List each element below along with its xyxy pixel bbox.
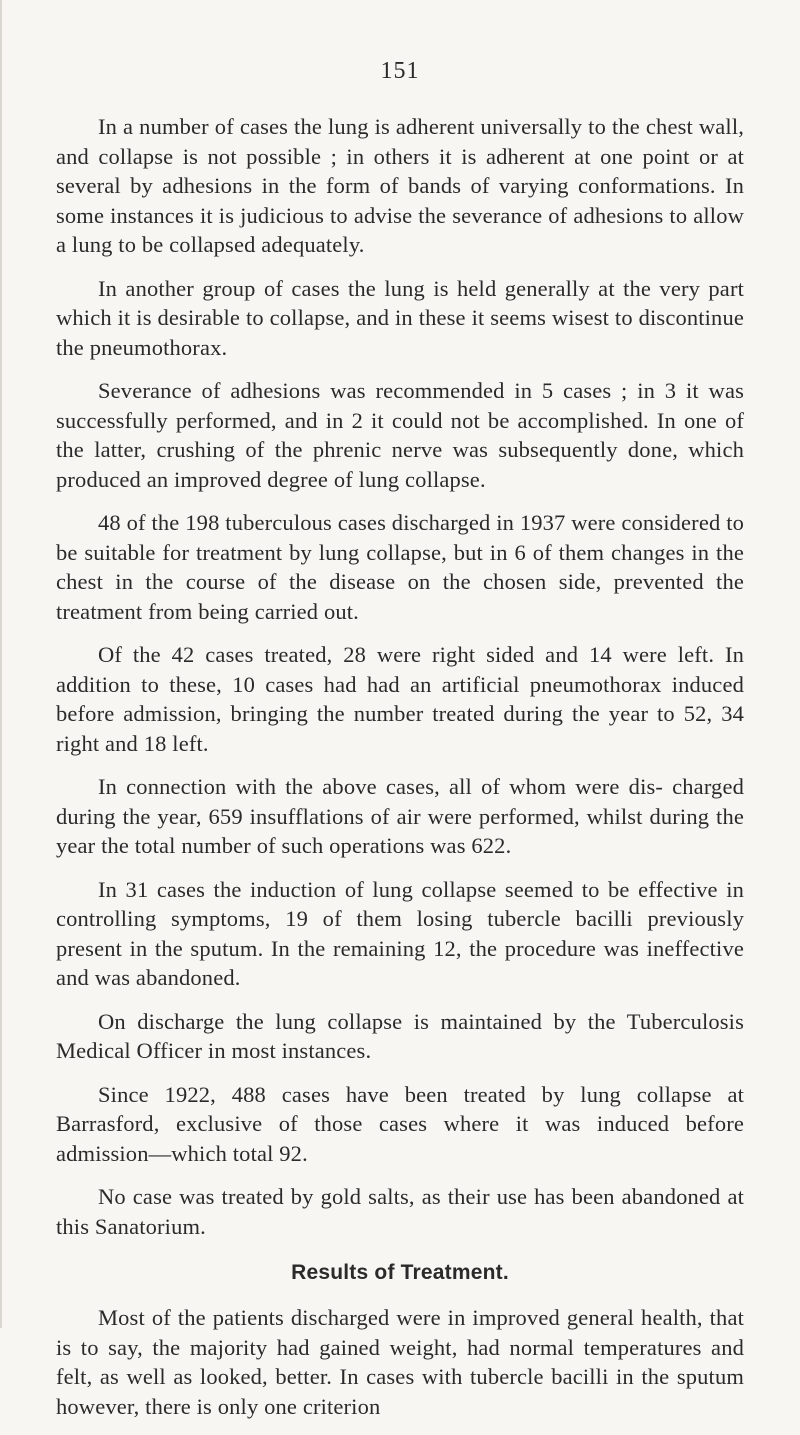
- paragraph-effective: In 31 cases the induction of lung collapse seemed to be effective in controlling symptoms, 19 of them losing tubercle bacilli previously present in the sputum. In the remaining 12, the procedure was ineffective and was abandoned.: [56, 876, 744, 990]
- page-number: 151: [380, 58, 420, 84]
- page-edge: [0, 0, 2, 1328]
- paragraph-discharge: On discharge the lung collapse is maintained by the Tuberculosis Medical Officer in most instances.: [56, 1008, 744, 1063]
- paragraph-cases-treated: Of the 42 cases treated, 28 were right sided and 14 were left. In addition to these, 10 cases had had an artificial pneumothorax induced before admission, bringing the number treated during the year to 52, 34 right and 18 left.: [56, 642, 744, 756]
- paragraph-since-1922: Since 1922, 488 cases have been treated by lung collapse at Barrasford, exclusive of those cases where it was induced before admission—which total 92.: [56, 1081, 744, 1166]
- paragraph-gold-salts: No case was treated by gold salts, as their use has been abandoned at this Sanatorium.: [56, 1184, 744, 1239]
- paragraph-suitable-cases: 48 of the 198 tuberculous cases discharged in 1937 were considered to be suitable for treatment by lung collapse, but in 6 of them changes in the chest in the course of the disease on the chosen side, prevented the treatment from being carried out.: [56, 510, 744, 624]
- paragraph-discontinue: In another group of cases the lung is held generally at the very part which it is desirable to collapse, and in these it seems wisest to discontinue the pneumothorax.: [56, 275, 744, 360]
- paragraph-adhesions: In a number of cases the lung is adherent universally to the chest wall, and collapse is not possible ; in others it is adherent at one point or at several by adhesions in the form of bands of varying conformations. In some instances it is judicious to advise the severance of adhesions to allow a lung to be collapsed adequately.: [56, 114, 744, 257]
- paragraph-insufflations: In connection with the above cases, all of whom were dis- charged during the year, 659 insufflations of air were performed, whilst during the year the total number of such operations was 622.: [56, 774, 744, 858]
- body-text: [56, 112, 744, 1435]
- paragraph-results: Most of the patients discharged were in improved general health, that is to say, the majority had gained weight, had normal temperatures and felt, as well as looked, better. In cases with tubercle bacilli in the sputum however, there is only one criterion: [56, 1305, 744, 1419]
- section-heading: Results of Treatment.: [291, 1261, 509, 1284]
- paragraph-severance: Severance of adhesions was recommended in 5 cases ; in 3 it was successfully performed, and in 2 it could not be accomplished. In one of the latter, crushing of the phrenic nerve was subsequently done, which produced an improved degree of lung collapse.: [56, 378, 744, 492]
